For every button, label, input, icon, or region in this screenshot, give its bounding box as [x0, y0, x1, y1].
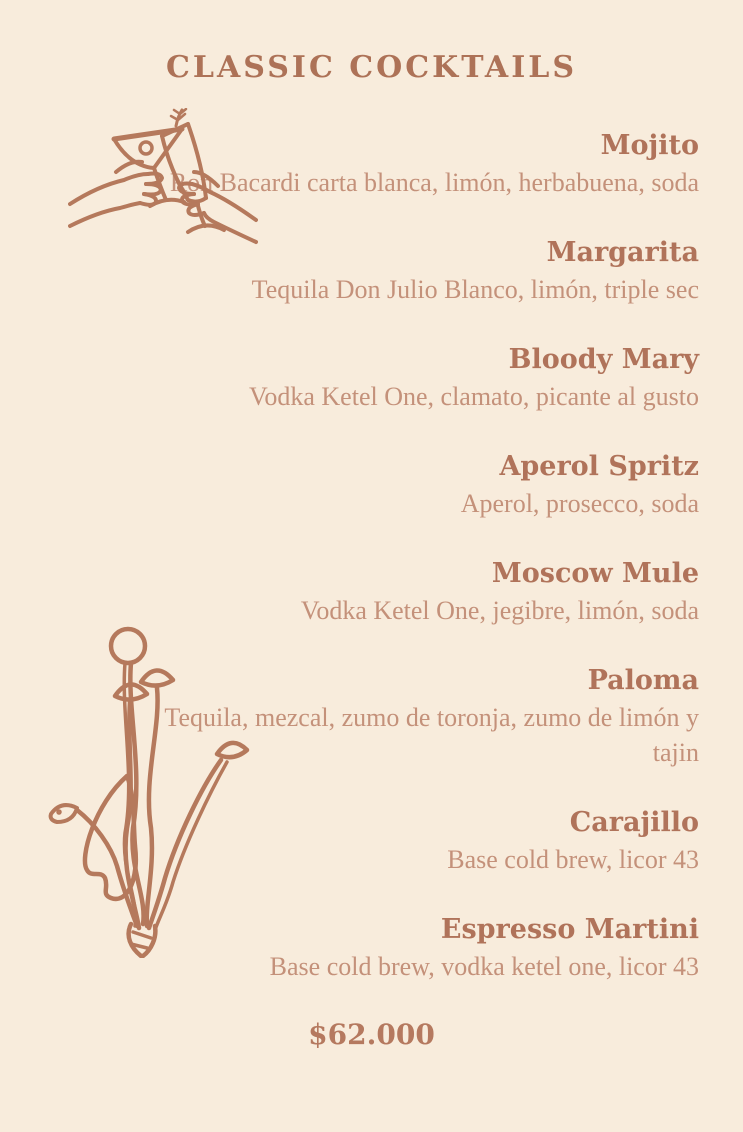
menu-item-mojito [0, 127, 699, 200]
cocktail-name: Margarita [546, 237, 699, 268]
cocktail-name: Paloma [587, 665, 699, 696]
cocktail-ingredients: Tequila, mezcal, zumo de toronja, zumo de limón y tajin [164, 703, 699, 767]
cocktail-ingredients: Aperol, prosecco, soda [460, 489, 699, 518]
menu-item-aperol-spritz [0, 448, 699, 521]
menu-item-espresso-martini [0, 911, 699, 984]
menu-item-carajillo [0, 804, 699, 877]
cocktail-name: Espresso Martini [440, 914, 699, 945]
cocktail-ingredients: Vodka Ketel One, jegibre, limón, soda [300, 596, 699, 625]
cocktail-name: Aperol Spritz [499, 451, 699, 482]
cocktail-ingredients: Vodka Ketel One, clamato, picante al gusto [248, 382, 699, 411]
cocktail-name: Bloody Mary [508, 344, 699, 375]
menu-price: $62.000 [308, 1018, 435, 1051]
page-title: CLASSIC COCKTAILS [166, 50, 577, 85]
cocktail-name: Moscow Mule [491, 558, 699, 589]
cocktail-ingredients: Ron Bacardi carta blanca, limón, herbabuena, soda [169, 168, 699, 197]
menu-item-bloody-mary [0, 341, 699, 414]
menu-item-margarita [0, 234, 699, 307]
cocktail-name: Mojito [600, 130, 699, 161]
cocktail-list [0, 127, 743, 984]
cocktail-ingredients: Base cold brew, licor 43 [447, 845, 699, 874]
cocktail-ingredients: Tequila Don Julio Blanco, limón, triple sec [251, 275, 699, 304]
menu-item-moscow-mule [0, 555, 699, 628]
cocktail-ingredients: Base cold brew, vodka ketel one, licor 43 [269, 952, 699, 981]
cocktail-name: Carajillo [569, 807, 699, 838]
menu-item-paloma [0, 662, 699, 770]
